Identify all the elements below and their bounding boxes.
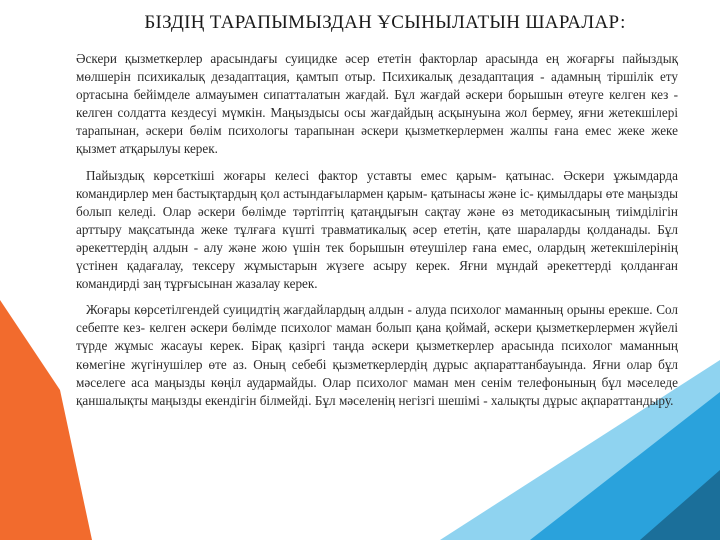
slide-body [76, 50, 678, 418]
slide-title: БІЗДІҢ ТАРАПЫМЫЗДАН ҰСЫНЫЛАТЫН ШАРАЛАР: [144, 12, 626, 33]
paragraph: Пайыздық көрсеткіші жоғары келесі фактор уставты емес қарым- қатынас. Әскери ұжымдарда командирлер мен бастықтардың қол астындағылармен қарым- қатынасы және іс- қимылдары өте маңызды болып келеді. Олар әскери бөлімде тәртіптің қатаңдығын сақтау және өз методикасының тиімділігін арттыру мақсатында жеке тұлғаға күшті травматикалық әсер ететін, қате шараларды қолданады. Бұл әрекеттердің алдын - алу және жою үшін тек борышын өтеушілер ғана емес, олардың жетекшілерінің үстінен қадағалау, тексеру жұмыстарын жүзеге асыру керек. Яғни мұндай әрекеттерді қолданған командирді заң тұрғысынан жазалау керек. [76, 167, 678, 292]
paragraph: Әскери қызметкерлер арасындағы суицидке әсер ететін факторлар арасында ең жоғарғы пайыздық мөлшерін психикалық дезадаптация, қамтып отыр. Психикалық дезадаптация - адамның тіршілік ету ортасына бейімделе алмауымен сипатталатын жағдай. Бұл жағдай әскери борышын өтеуге келген кез - келген солдатта кездесуі мүмкін. Маңыздысы осы жағдайдың асқынуына жол бермеу, яғни жетекшілері тарапынан, әскери бөлім психологы тарапынан әскери қызметкерлермен жалпы ғана емес жеке жеке қызмет атқарылуы керек. [76, 51, 678, 157]
paragraph: Жоғары көрсетілгендей суицидтің жағдайлардың алдын - алуда психолог маманның орыны ерекше. Сол себепте кез- келген әскери бөлімде психолог маман болып қана қоймай, әскери қызметкерлермен жүйелі түрде жұмыс жасауы керек. Бірақ қазіргі таңда әскери қызметкерлер арасында психолог маманның көмегіне жүгінушілер өте аз. Оның себебі қызметкерлердің дұрыс ақпараттанбауында. Яғни олар бұл мәселеге аса маңызды көңіл аудармайды. Олар психолог маман мен сенім телефонының бұл мәселеде қаншалықты маңызды екендігін білмейді. Бұл мәселенің негізгі шешімі - халықты дұрыс ақпараттандыру. [76, 302, 678, 408]
